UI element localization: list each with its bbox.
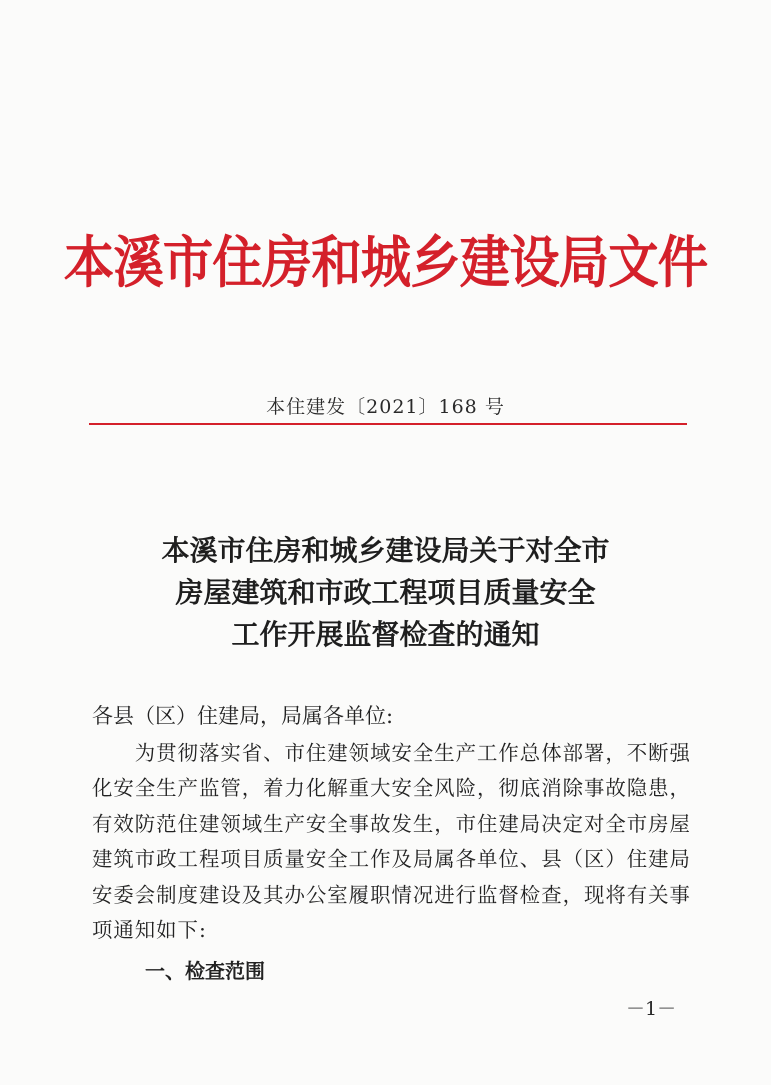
document-number: 本住建发〔2021〕168 号: [266, 396, 505, 418]
notice-title-line: 本溪市住房和城乡建设局关于对全市: [161, 534, 610, 567]
page-number: －1－: [626, 998, 677, 1020]
body-line: 建筑市政工程项目质量安全工作及局属各单位、县（区）住建局: [92, 847, 691, 872]
body-line: 化安全生产监管，着力化解重大安全风险，彻底消除事故隐患，: [92, 776, 691, 801]
red-divider-rule: [89, 423, 687, 425]
masthead-title: 本溪市住房和城乡建设局文件: [63, 231, 708, 296]
body-line: 安委会制度建设及其办公室履职情况进行监督检查，现将有关事: [92, 882, 691, 907]
notice-title-line: 房屋建筑和市政工程项目质量安全: [175, 576, 596, 609]
notice-title: [0, 530, 771, 656]
section-heading: 一、检查范围: [145, 959, 265, 983]
body-paragraph: [92, 736, 692, 948]
body-line: 有效防范住建领域生产安全事故发生，市住建局决定对全市房屋: [92, 811, 691, 836]
body-line: 为贯彻落实省、市住建领域安全生产工作总体部署，不断强: [92, 741, 691, 765]
notice-title-line: 工作开展监督检查的通知: [231, 618, 540, 651]
body-line: 项通知如下:: [92, 918, 207, 943]
salutation: 各县（区）住建局，局属各单位:: [92, 704, 394, 728]
